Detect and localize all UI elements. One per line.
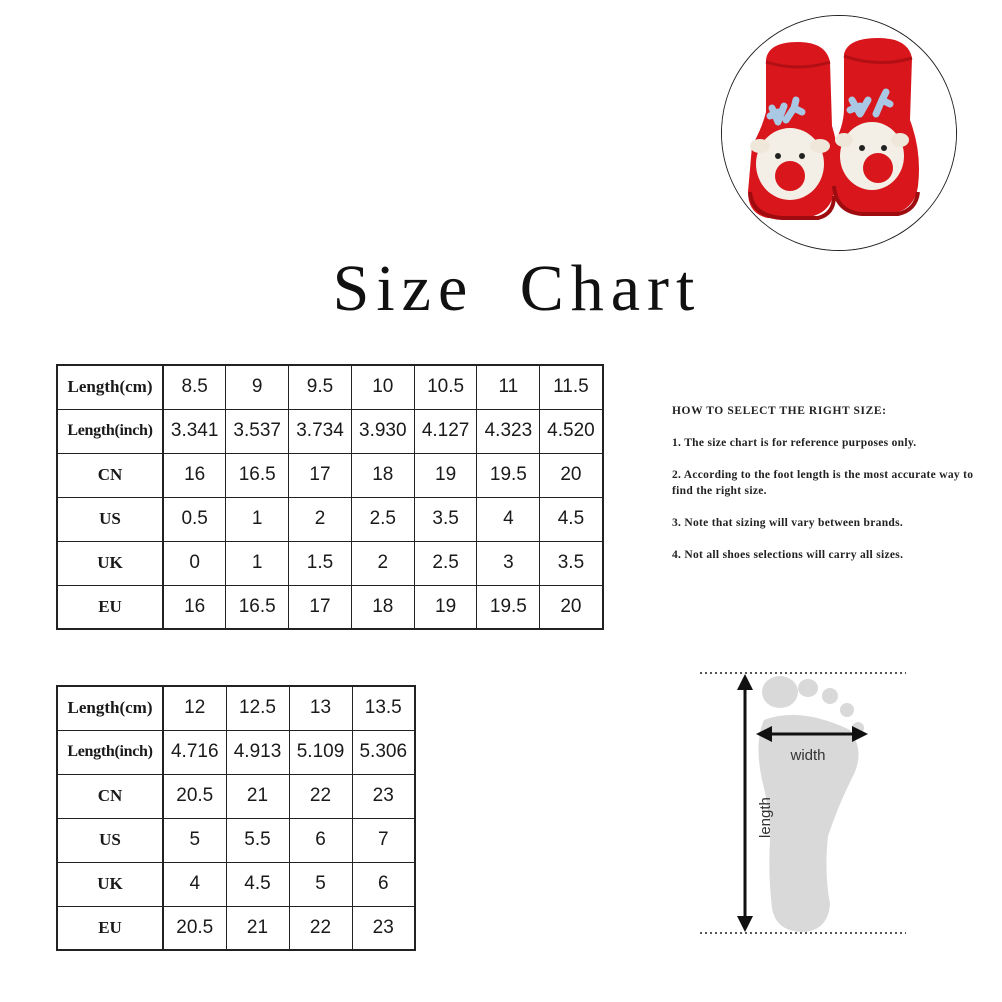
table-cell: 3 [477,541,540,585]
table-cell: 11.5 [540,365,603,409]
size-guide-title: HOW TO SELECT THE RIGHT SIZE: [672,405,887,417]
table-row [57,409,603,453]
foot-measure-diagram [700,660,906,950]
table-cell: 17 [289,585,352,629]
page-title: Size Chart [332,252,702,325]
table-cell: 11 [477,365,540,409]
size-table-2 [56,685,416,951]
table-row [57,818,415,862]
table-cell: 1.5 [289,541,352,585]
table-cell: 8.5 [163,365,226,409]
size-guide-item: 4. Not all shoes selections will carry all sizes. [672,549,904,561]
table-cell: 3.341 [163,409,226,453]
table-cell: 17 [289,453,352,497]
row-label: Length(cm) [57,686,163,730]
table-cell: 4 [477,497,540,541]
table-cell: 4.323 [477,409,540,453]
table-row [57,862,415,906]
table-cell: 6 [352,862,415,906]
table-row [57,453,603,497]
table-cell: 10 [351,365,414,409]
row-label: US [57,497,163,541]
size-guide-item: 2. According to the foot length is the most accurate way to find the right size. [672,469,974,497]
table-cell: 4.913 [226,730,289,774]
table-cell: 20.5 [163,906,226,950]
size-table-1 [56,364,604,630]
table-cell: 7 [352,818,415,862]
table-cell: 23 [352,906,415,950]
table-row [57,730,415,774]
table-cell: 5.109 [289,730,352,774]
reindeer-slipper-socks-image [722,16,956,250]
row-label: EU [57,585,163,629]
table-cell: 16.5 [226,585,289,629]
table-row [57,906,415,950]
row-label: US [57,818,163,862]
table-cell: 5.5 [226,818,289,862]
table-cell: 19.5 [477,453,540,497]
row-label: UK [57,541,163,585]
size-guide-item: 3. Note that sizing will vary between brands. [672,517,904,529]
table-cell: 20 [540,453,603,497]
row-label: Length(cm) [57,365,163,409]
table-cell: 19.5 [477,585,540,629]
table-cell: 4.5 [226,862,289,906]
table-cell: 1 [226,541,289,585]
length-label: length [757,797,774,838]
table-cell: 2 [289,497,352,541]
table-cell: 12.5 [226,686,289,730]
width-label: width [790,747,826,764]
table-cell: 16 [163,453,226,497]
table-cell: 3.537 [226,409,289,453]
table-cell: 9.5 [289,365,352,409]
table-cell: 22 [289,774,352,818]
table-cell: 16 [163,585,226,629]
row-label: CN [57,453,163,497]
table-cell: 18 [351,585,414,629]
table-cell: 16.5 [226,453,289,497]
table-cell: 4 [163,862,226,906]
table-cell: 3.5 [414,497,477,541]
table-cell: 6 [289,818,352,862]
table-row [57,585,603,629]
table-cell: 2 [351,541,414,585]
foot-silhouette-icon [758,676,864,932]
table-cell: 4.716 [163,730,226,774]
product-image [721,15,957,251]
table-cell: 23 [352,774,415,818]
table-cell: 3.930 [351,409,414,453]
size-guide [672,403,992,579]
table-cell: 20 [540,585,603,629]
table-cell: 19 [414,453,477,497]
table-cell: 13 [289,686,352,730]
table-cell: 2.5 [414,541,477,585]
table-cell: 9 [226,365,289,409]
table-cell: 19 [414,585,477,629]
table-cell: 2.5 [351,497,414,541]
table-cell: 5 [289,862,352,906]
table-cell: 0 [163,541,226,585]
size-guide-item: 1. The size chart is for reference purposes only. [672,437,917,449]
table-cell: 5.306 [352,730,415,774]
table-row [57,541,603,585]
table-cell: 3.5 [540,541,603,585]
row-label: EU [57,906,163,950]
row-label: Length(inch) [57,730,163,774]
table-cell: 18 [351,453,414,497]
table-cell: 10.5 [414,365,477,409]
table-cell: 4.5 [540,497,603,541]
table-cell: 1 [226,497,289,541]
table-cell: 21 [226,906,289,950]
table-cell: 4.127 [414,409,477,453]
table-cell: 13.5 [352,686,415,730]
table-cell: 0.5 [163,497,226,541]
row-label: UK [57,862,163,906]
table-cell: 20.5 [163,774,226,818]
row-label: Length(inch) [57,409,163,453]
table-row [57,497,603,541]
table-row [57,774,415,818]
table-cell: 22 [289,906,352,950]
table-cell: 12 [163,686,226,730]
table-header-row [57,686,415,730]
table-cell: 5 [163,818,226,862]
table-cell: 21 [226,774,289,818]
row-label: CN [57,774,163,818]
table-header-row [57,365,603,409]
table-cell: 3.734 [289,409,352,453]
table-cell: 4.520 [540,409,603,453]
